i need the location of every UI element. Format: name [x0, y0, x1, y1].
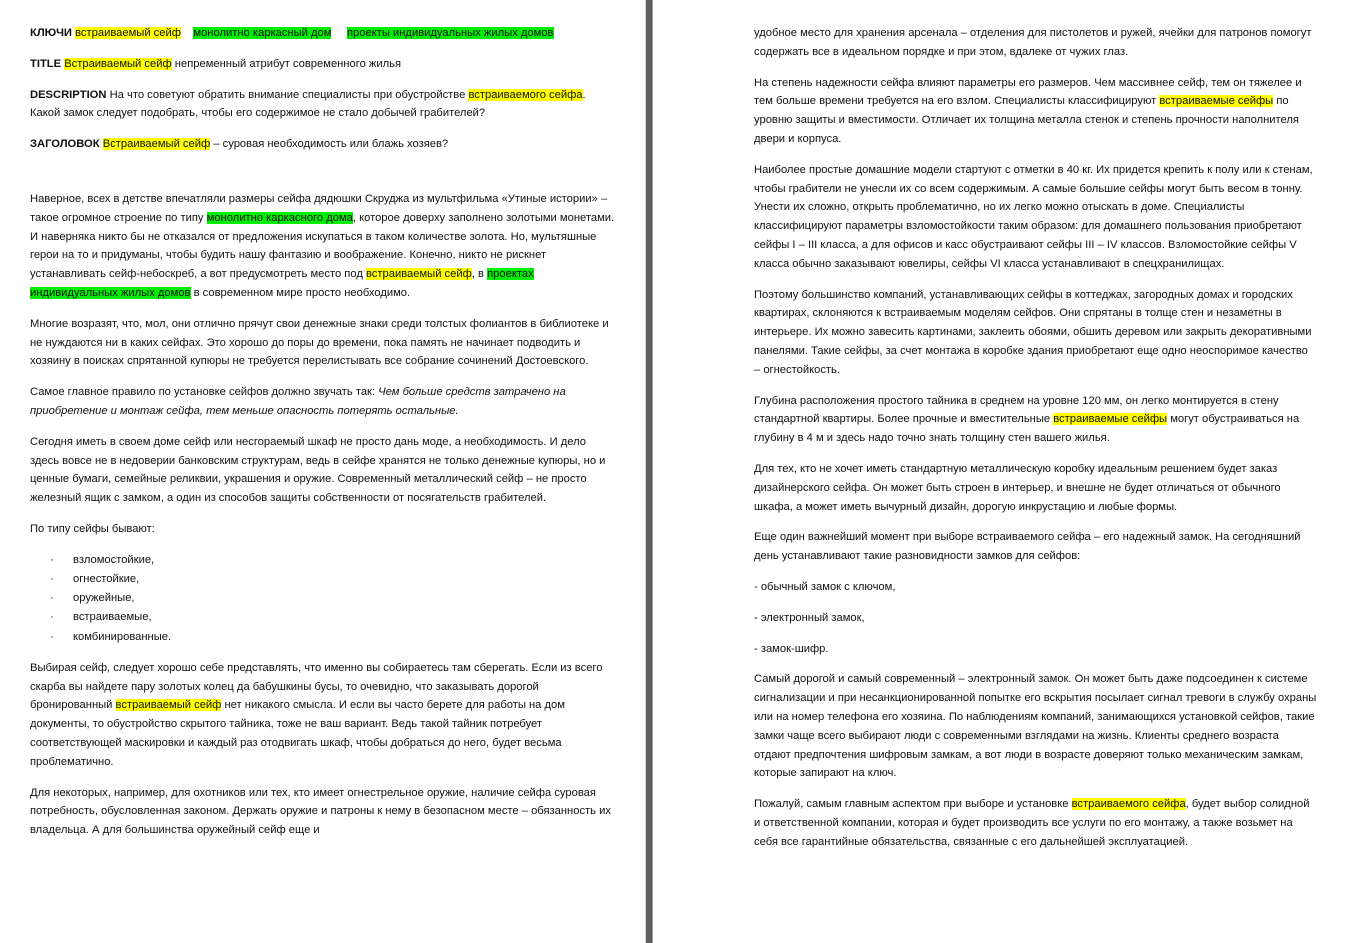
- keyword-highlight: встраиваемого сейфа: [1071, 798, 1186, 811]
- paragraph-text: Глубина расположения простого тайника в среднем на уровне 120 мм, он легко монтируется в стену стандартной квартиры. Более прочные и вместительные: [754, 394, 1279, 426]
- keys-label: КЛЮЧИ: [30, 27, 72, 39]
- paragraph-text: , в: [471, 268, 484, 281]
- paragraph: [754, 74, 1317, 149]
- key-highlight: проекты индивидуальных жилых домов: [346, 27, 554, 39]
- keyword-highlight: встраиваемый сейф: [365, 268, 472, 281]
- keyword-highlight: проектах индивидуальных жилых домов: [30, 268, 534, 299]
- lock-type-item: - замок-шифр.: [754, 642, 829, 655]
- title-label: TITLE: [30, 57, 62, 70]
- paragraph-text: Самое главное правило по установке сейфов должно звучать так:: [30, 386, 376, 399]
- description-text: . Какой замок следует подобрать, чтобы его содержимое не стало добычей грабителей?: [30, 88, 586, 120]
- key-highlight: встраиваемый сейф: [75, 27, 181, 39]
- paragraph-text: , будет выбор солидной и ответственной компании, которая и будет производить все услуги по его монтажу, а также возьмет на себя все гарантийные обязательства, связанные с его дальнейшей эксплуатацией.: [754, 798, 1310, 848]
- lock-type-item: - обычный замок с ключом,: [754, 580, 896, 593]
- heading-text: – суровая необходимость или блажь хозяев?: [213, 138, 449, 151]
- paragraph: [754, 392, 1317, 448]
- list-item-text: взломостойкие,: [73, 553, 155, 566]
- list-item: [30, 628, 615, 647]
- paragraph: Многие возразят, что, мол, они отлично прячут свои денежные знаки среди толстых фолиантов в библиотеке и не нуждаются ни в каких сейфах. Это хорошо до поры до времени, пока память не начинает подводить и хозяину в поисках спрятанной купюры не требуется перелистывать все собрание сочинений Достоевского.: [30, 317, 609, 368]
- document-page-left: [0, 0, 645, 943]
- lock-type-item: - электронный замок,: [754, 611, 865, 624]
- keyword-highlight: встраиваемые сейфы: [1053, 413, 1168, 426]
- description-text: На что советуют обратить внимание специалисты при обустройстве: [109, 88, 466, 101]
- page-gap: [645, 0, 653, 943]
- paragraph-text: могут обустраиваться на глубину в 4 м и здесь надо точно знать толщину стен вашего жилья.: [754, 413, 1300, 445]
- paragraph: Наиболее простые домашние модели стартуют с отметки в 40 кг. Их придется крепить к полу или к стенам, чтобы грабители не унесли их со всем содержимым. А самые большие сейфы могут быть весом в тонну. Унести их сложно, открыть проблематично, но их легко можно отыскать в доме. Специалисты классифицируют параметры взломостойкости таким образом: для домашнего пользования приобретают сейфы I – III класса, а для офисов и касс обустраивают сейфы III – IV классов. Взломостойкие сейфы V класса обычно заказывают ювелиры, сейфы VI класса устанавливают в спецхранилищах.: [754, 163, 1313, 270]
- heading-line: [30, 135, 615, 154]
- italic-rule-text: Чем больше средств затрачено на приобретение и монтаж сейфа, тем меньше опасность потерять остальные.: [30, 386, 566, 417]
- paragraph-text: по уровню защиты и вместимости. Отличает их толщина металла стенок и степень прочности наполнителя двери и корпуса.: [754, 95, 1299, 145]
- description-highlight: встраиваемого сейфа: [468, 88, 583, 101]
- list-item: [30, 570, 615, 589]
- bullet: ·: [50, 553, 54, 566]
- paragraph-text: Выбирая сейф, следует хорошо себе представлять, что именно вы собираетесь там сберегать. Если из всего скарба вы найдете пару золотых колец да бабушкины бусы, то очевидно, что заказывать дорогой бронированный: [30, 661, 603, 712]
- title-line: [30, 55, 615, 74]
- paragraph: [30, 659, 615, 772]
- paragraph: Еще один важнейший момент при выборе встраиваемого сейфа – его надежный замок. На сегодняшний день устанавливают такие разновидности замков для сейфов:: [754, 531, 1301, 563]
- heading-highlight: Встраиваемый сейф: [102, 138, 211, 151]
- list-item-text: огнестойкие,: [73, 572, 140, 585]
- paragraph: [30, 190, 615, 303]
- paragraph-text: в современном мире просто необходимо.: [193, 286, 411, 299]
- paragraph-text: Пожалуй, самым главным аспектом при выборе и установке: [754, 798, 1069, 811]
- bullet: ·: [50, 630, 54, 643]
- paragraph: Сегодня иметь в своем доме сейф или несгораемый шкаф не просто дань моде, а необходимость. И дело здесь вовсе не в недоверии банковским структурам, ведь в сейфе хранятся не только денежные купюры, но и ценные бумаги, семейные реликвии, украшения и оружие. Современный металлический сейф – не просто железный ящик с замком, а один из способов защиты собственности от посягательств грабителей.: [30, 435, 606, 505]
- list-item: [30, 551, 615, 570]
- paragraph: Самый дорогой и самый современный – электронный замок. Он может быть даже подсоединен к системе сигнализации и при несанкционированной попытке его вскрытия посылает сигнал тревоги в службу охраны или на номер телефона его хозяина. По наблюдениям компаний, занимающихся установкой сейфов, такие замки чаще всего выбирают люди с современными взглядами на жизнь. Клиенты среднего возраста отдают предпочтения шифровым замкам, а вот люди в возрасте доверяют только механическим замкам, которые запирают на ключ.: [754, 673, 1317, 780]
- list-item: [30, 589, 615, 608]
- bullet: ·: [50, 572, 54, 585]
- paragraph-text: нет никакого смысла. И если вы часто берете для работы на дом документы, то обустройство скрытого тайника, тоже не ваш вариант. Ведь такой тайник потребует соответствующей маскировки и каждый раз отодвигать шкаф, чтобы добраться до него, будет весьма проблематично.: [30, 699, 565, 768]
- keyword-highlight: встраиваемые сейфы: [1159, 95, 1274, 108]
- list-item-text: оружейные,: [73, 592, 135, 605]
- paragraph: Для некоторых, например, для охотников или тех, кто имеет огнестрельное оружие, наличие сейфа суровая потребность, обусловленная законом. Держать оружие и патроны к нему в безопасном месте – обязанность их владельца. А для большинства оружейный сейф еще и: [30, 786, 611, 837]
- safe-types-list: [30, 551, 615, 647]
- paragraph: По типу сейфы бывают:: [30, 522, 155, 535]
- paragraph-text: Наверное, всех в детстве впечатляли размеры сейфа дядюшки Скруджа из мультфильма «Утиные истории» – такое огромное строение по типу: [30, 192, 608, 224]
- heading-label: ЗАГОЛОВОК: [30, 138, 100, 151]
- title-text: непременный атрибут современного жилья: [174, 57, 402, 70]
- keys-line: [30, 24, 615, 43]
- description-line: [30, 86, 615, 124]
- bullet: ·: [50, 611, 54, 624]
- keyword-highlight: встраиваемый сейф: [115, 699, 222, 712]
- keyword-highlight: монолитно каркасного дома: [206, 211, 353, 224]
- paragraph: [754, 795, 1317, 851]
- paragraph: Для тех, кто не хочет иметь стандартную металлическую коробку идеальным решением будет заказ дизайнерского сейфа. Он может быть строен в интерьер, и внешне не будет отличаться от обычного шкафа, а может иметь вычурный дизайн, дорогую инкрустацию и любые формы.: [754, 462, 1281, 513]
- paragraph: Поэтому большинство компаний, устанавливающих сейфы в коттеджах, загородных домах и городских квартирах, склоняются к встраиваемым моделям сейфов. Они спрятаны в толще стен и незаметны в интерьере. Их можно завесить картинами, заклеить обоями, обшить деревом или закрыть декоративными панелями. Такие сейфы, за счет монтажа в коробке здания приобретают еще одно неоспоримое качество – огнестойкость.: [754, 288, 1312, 376]
- paragraph: удобное место для хранения арсенала – отделения для пистолетов и ружей, ячейки для патронов помогут содержать все в идеальном порядке и при этом, вдалеке от чужих глаз.: [754, 27, 1312, 58]
- bullet: ·: [50, 592, 54, 605]
- key-highlight: монолитно каркасный дом: [193, 27, 332, 39]
- list-item: [30, 608, 615, 627]
- document-page-right: [653, 0, 1351, 943]
- paragraph-text: , которое доверху заполнено золотыми монетами. И наверняка никто бы не отказался от предложения искупаться в таком количестве золота. Но, мультяшные герои на то и придуманы, чтобы будить нашу фантазию и воображение. Конечно, никто не рискнет устанавливать сейф-небоскреб, а вот предусмотреть место под: [30, 211, 615, 281]
- title-highlight: Встраиваемый сейф: [64, 57, 172, 70]
- paragraph-text: На степень надежности сейфа влияют параметры его размеров. Чем массивнее сейф, тем он тяжелее и тем больше времени требуется на его взлом. Специалисты классифицируют: [754, 76, 1302, 108]
- list-item-text: встраиваемые,: [73, 611, 152, 624]
- paragraph: [30, 383, 615, 421]
- list-item-text: комбинированные.: [73, 630, 172, 643]
- description-label: DESCRIPTION: [30, 88, 107, 101]
